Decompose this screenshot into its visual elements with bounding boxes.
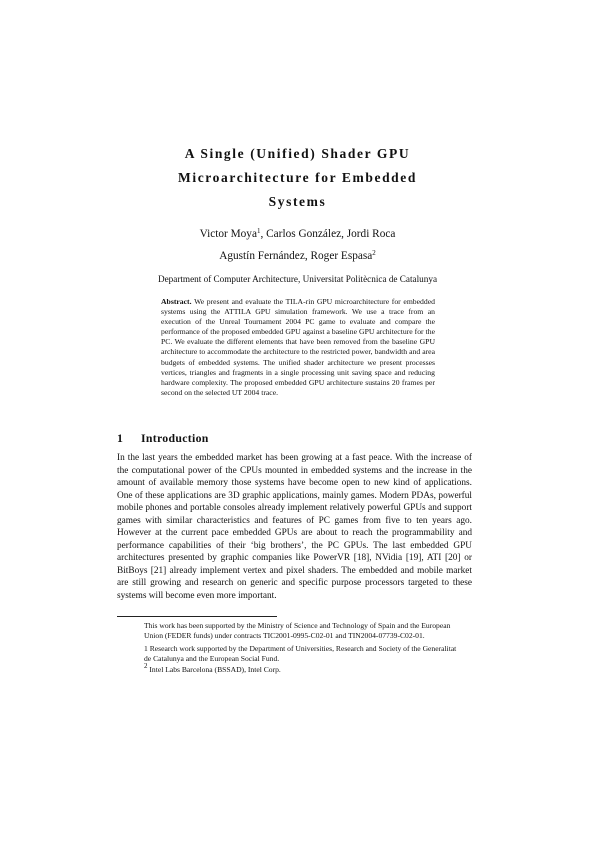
paper-title-line-1: A Single (Unified) Shader GPU (184, 146, 411, 161)
footnote-1: 1 Research work supported by the Department of Universities, Research and Society of the Generalitat de Catalunya and the European Social Fund. (144, 643, 457, 664)
footnotes (144, 621, 464, 675)
footnote-2 (144, 661, 464, 675)
author-footnote-mark: 1 (256, 227, 261, 235)
authors-line-1 (0, 228, 595, 240)
intro-paragraph: In the last years the embedded market has been growing at a fast peace. With the increase of the computational power of the CPUs mounted in embedded systems and the increase in the amount of available memory those systems have become open to new kind of applications. One of these applications are 3D graphic applications, mainly games. Modern PDAs, powerful mobile phones and portable consoles already implement relatively powerful GPUs and support games with similar characteristics and features of PC games from five to ten years ago. However at the current pace embedded GPUs are about to reach the programmability and performance capabilities of their ‘big brothers’, the PC GPUs. The last embedded GPU architectures presented by graphic companies like PowerVR [18], NVidia [19], ATI [20] or BitBoys [21] already implement vertex and pixel shaders. The embedded and mobile market are still growing and research on generic and specific purpose processors targeted to these systems will become even more important. (117, 453, 472, 601)
author-text: Agustín Fernández, Roger Espasa (219, 250, 373, 262)
author-footnote-mark: 2 (372, 249, 376, 257)
author-text: Victor Moya (199, 228, 257, 240)
footnote-funding: This work has been supported by the Ministry of Science and Technology of Spain and the European Union (FEDER funds) under contracts TIC2001-0995-C02-01 and TIN2004-07739-C02-01. (144, 621, 451, 641)
section-heading (117, 431, 209, 446)
section-title: Introduction (141, 431, 209, 445)
abstract-text: We present and evaluate the TILA-rin GPU microarchitecture for embedded systems using the ATTILA GPU simulation framework. We use a trace from an execution of the Unreal Tournament 2004 PC game to evaluate and compare the performance of the proposed embedded GPU against a baseline GPU architecture for the PC. We evaluate the different elements that have been removed from the baseline GPU architecture to accommodate the architecture to the restricted power, bandwidth and area budgets of embedded systems. The unified shader architecture we present processes vertices, triangles and fragments in a single processing unit saving space and reducing hardware complexity. The proposed embedded GPU architecture sustains 20 frames per second on the selected UT 2004 trace. (161, 297, 435, 397)
paper-title-line-2: Microarchitecture for Embedded (178, 170, 417, 185)
abstract (161, 297, 435, 398)
authors-line-2 (0, 250, 595, 262)
footnote-2-text: Intel Labs Barcelona (BSSAD), Intel Corp. (147, 664, 281, 674)
affiliation: Department of Computer Architecture, Universitat Politècnica de Catalunya (157, 274, 438, 284)
section-number: 1 (117, 431, 124, 445)
author-text: , Carlos González, Jordi Roca (260, 228, 396, 240)
footnote-2-mark: 2 (144, 661, 148, 670)
paper-title-line-3: Systems (268, 194, 327, 209)
abstract-label: Abstract. (161, 297, 192, 306)
footnote-rule (117, 616, 277, 617)
